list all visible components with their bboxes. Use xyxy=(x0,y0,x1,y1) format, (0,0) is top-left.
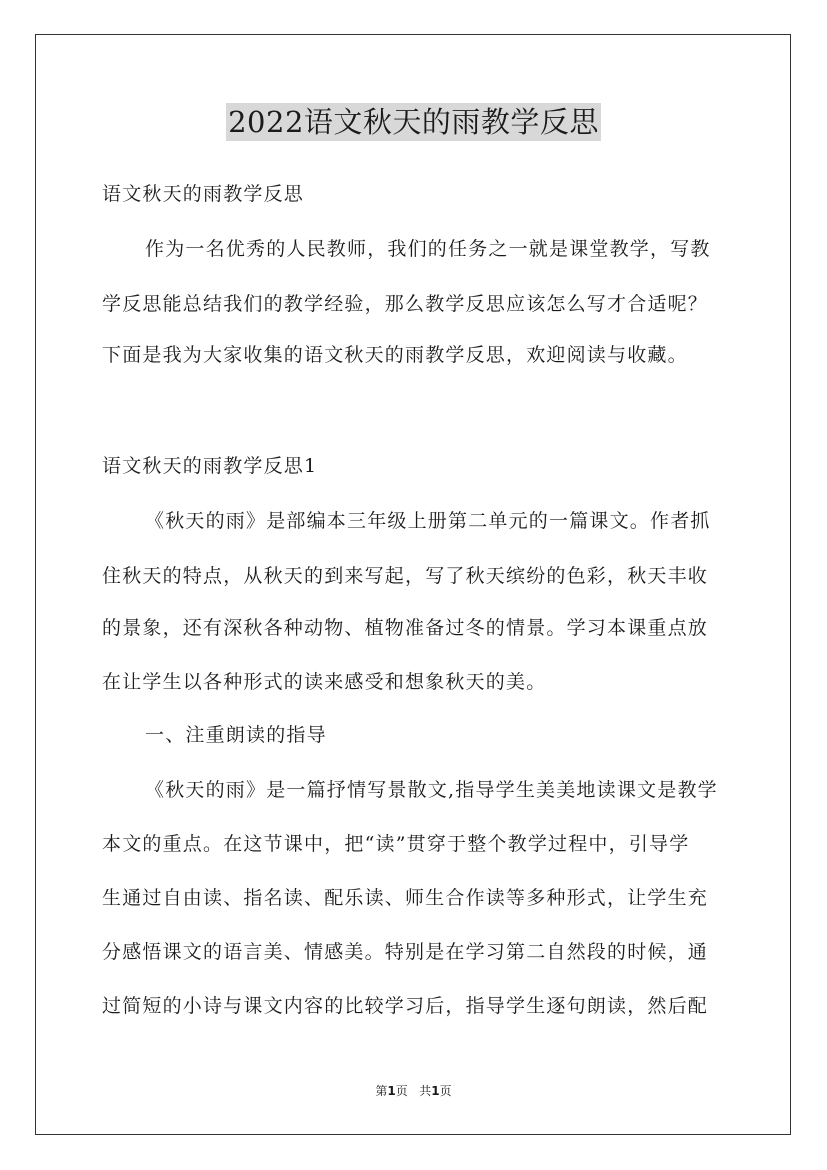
document-title: 2022语文秋天的雨教学反思 xyxy=(228,105,599,139)
page-prefix: 第 xyxy=(375,1084,388,1098)
title-container xyxy=(0,103,827,141)
page-current: 1 xyxy=(387,1084,396,1098)
paragraph-line: 住秋天的特点，从秋天的到来写起，写了秋天缤纷的色彩，秋天丰收 xyxy=(102,565,709,587)
page-total: 1 xyxy=(431,1084,440,1098)
paragraph-line: 《秋天的雨》是部编本三年级上册第二单元的一篇课文。作者抓 xyxy=(145,510,711,532)
total-prefix: 共 xyxy=(419,1084,432,1098)
paragraph-line: 本文的重点。在这节课中，把“读”贯穿于整个教学过程中，引导学 xyxy=(102,833,690,855)
paragraph-line: 分感悟课文的语言美、情感美。特别是在学习第二自然段的时候，通 xyxy=(102,941,709,963)
paragraph-line: 的景象，还有深秋各种动物、植物准备过冬的情景。学习本课重点放 xyxy=(102,617,709,639)
paragraph-line: 生通过自由读、指名读、配乐读、师生合作读等多种形式，让学生充 xyxy=(102,887,709,909)
paragraph-line: 在让学生以各种形式的读来感受和想象秋天的美。 xyxy=(102,671,547,693)
section-heading: 语文秋天的雨教学反思 xyxy=(102,183,305,205)
paragraph-line: 过简短的小诗与课文内容的比较学习后，指导学生逐句朗读，然后配 xyxy=(102,995,709,1017)
total-unit: 页 xyxy=(439,1084,452,1098)
subheading: 一、注重朗读的指导 xyxy=(145,724,327,746)
section-heading: 语文秋天的雨教学反思1 xyxy=(102,455,318,477)
paragraph-line: 学反思能总结我们的教学经验，那么教学反思应该怎么写才合适呢？ xyxy=(102,293,709,315)
paragraph-line: 下面是我为大家收集的语文秋天的雨教学反思，欢迎阅读与收藏。 xyxy=(102,344,688,366)
page-unit: 页 xyxy=(395,1084,408,1098)
page-footer xyxy=(0,1083,827,1099)
paragraph-line: 作为一名优秀的人民教师，我们的任务之一就是课堂教学，写教 xyxy=(145,238,711,260)
paragraph-line: 《秋天的雨》是一篇抒情写景散文,指导学生美美地读课文是教学 xyxy=(145,779,718,801)
